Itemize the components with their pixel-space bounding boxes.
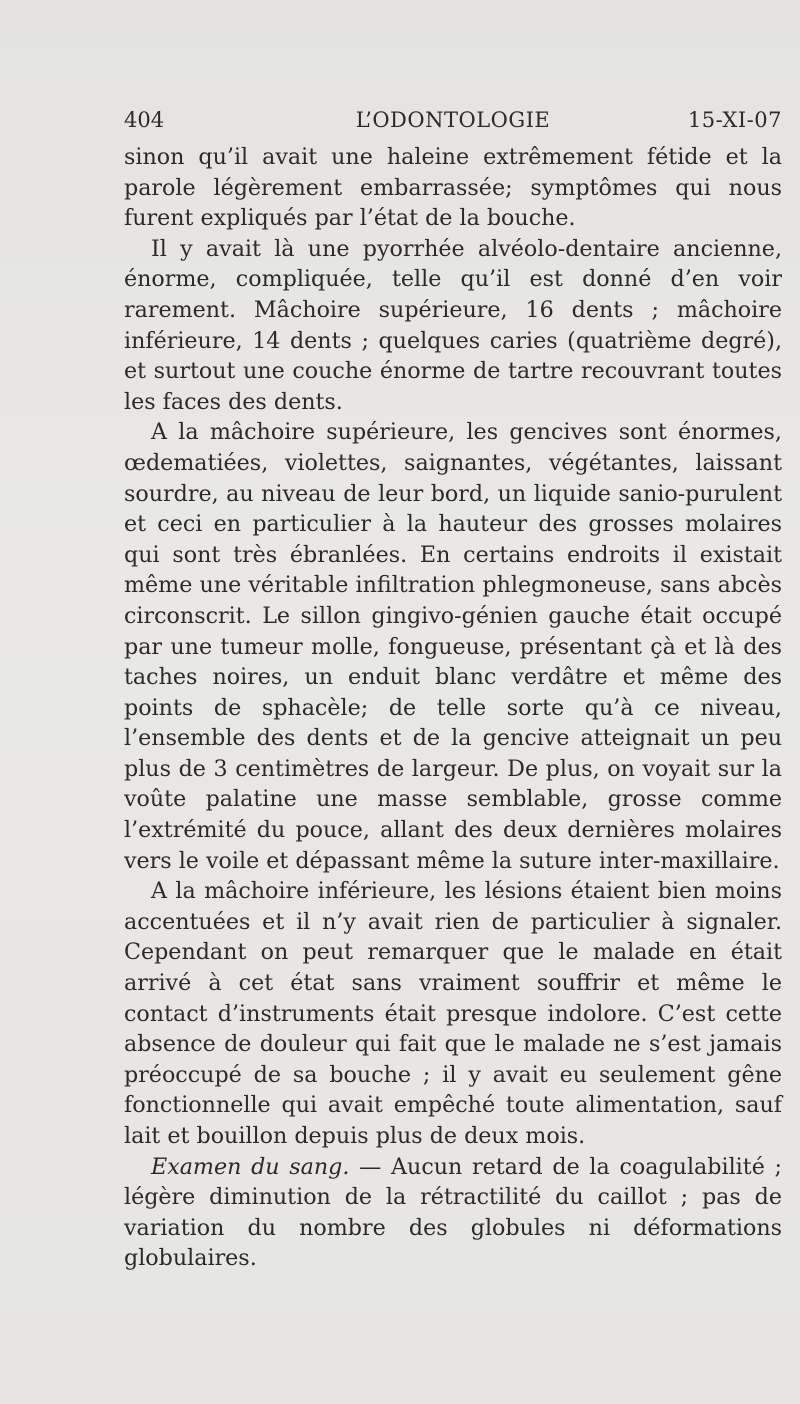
running-header [124,108,782,142]
paragraph-2: Il y avait là une pyorrhée alvéolo-dentaire ancienne, énorme, compliquée, telle qu’il est donné d’en voir rarement. Mâchoire supérieure, 16 dents ; mâchoire inférieure, 14 dents ; quelques caries (quatrième degré), et surtout une couche énorme de tartre recouvrant toutes les faces des dents. [124,235,782,415]
body-text [124,142,782,1274]
paragraph-1: sinon qu’il avait une haleine extrêmement fétide et la parole légèrement embarrassée; symptômes qui nous furent expliqués par l’état de la bouche. [124,144,782,232]
section-heading-examen-du-sang: Examen du sang. [151,1153,350,1180]
paragraph-5-text: — Aucun retard de la coagulabilité ; légère diminution de la rétractilité du caillot ; pas de variation du nombre des globules ni déformations globulaires. [124,1153,782,1272]
page-number: 404 [124,108,165,132]
paragraph-5 [124,1152,782,1274]
issue-date: 15-XI-07 [687,108,782,132]
paragraph-3: A la mâchoire supérieure, les gencives sont énormes, œdematiées, violettes, saignantes, végétantes, laissant sourdre, au niveau de leur bord, un liquide sanio-purulent et ceci en particulier à la hauteur des grosses molaires qui sont très ébranlées. En certains endroits il existait même une véritable infiltration phlegmoneuse, sans abcès circonscrit. Le sillon gingivo-génien gauche était occupé par une tumeur molle, fongueuse, présentant çà et là des taches noires, un enduit blanc verdâtre et même des points de sphacèle; de telle sorte qu’à ce niveau, l’ensemble des dents et de la gencive atteignait un peu plus de 3 centimètres de largeur. De plus, on voyait sur la voûte palatine une masse semblable, grosse comme l’extrémité du pouce, allant des deux dernières molaires vers le voile et dépassant même la suture inter-maxillaire. [124,419,782,874]
journal-title: L’ODONTOLOGIE [355,108,551,132]
paragraph-4: A la mâchoire inférieure, les lésions étaient bien moins accentuées et il n’y avait rien de particulier à signaler. Cependant on peut remarquer que le malade en était arrivé à cet état sans vraiment souffrir et même le contact d’instruments était presque indolore. C’est cette absence de douleur qui fait que le malade ne s’est jamais préoccupé de sa bouche ; il y avait eu seulement gêne fonctionnelle qui avait empêché toute alimentation, sauf lait et bouillon depuis plus de deux mois. [124,878,782,1149]
